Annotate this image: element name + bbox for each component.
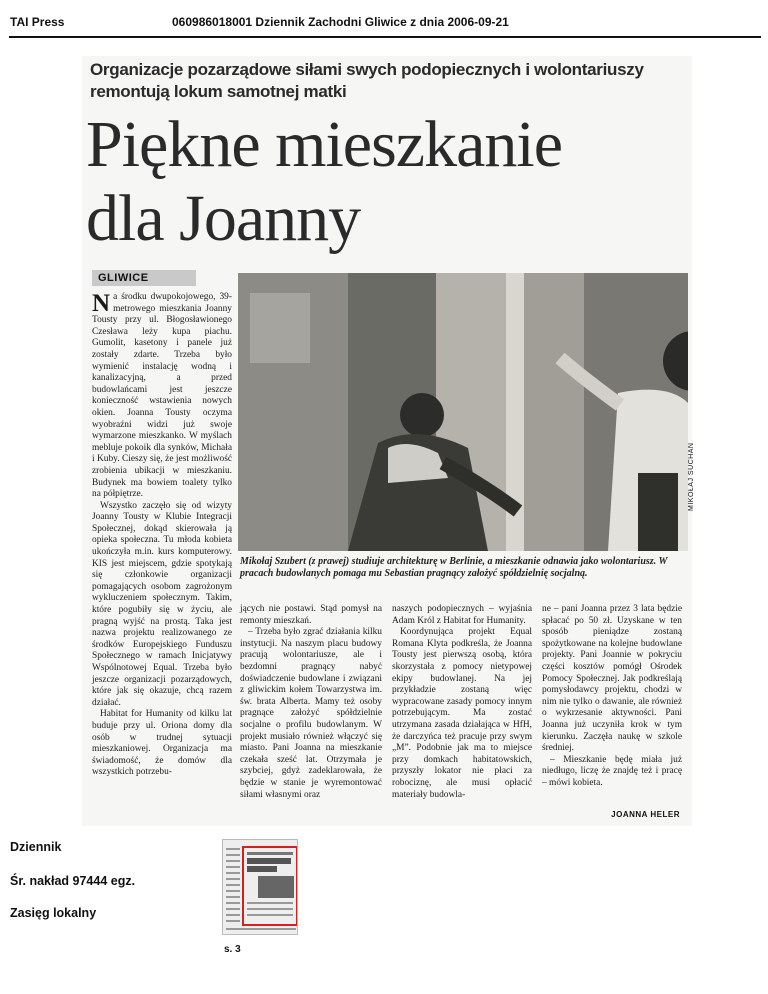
headline-line-1: Piękne mieszkanie [86, 108, 563, 181]
photo-credit: MIKOŁAJ SUCHAN [688, 442, 695, 511]
column-1-paragraph-3: Habitat for Humanity od kilku lat buduje przy ul. Oriona domy dla osób w trudnej sytuacji mieszkaniowej. Organizacja ma świadomość, że domów dla wszystkich potrzebu- [92, 709, 232, 778]
article-photo [238, 273, 688, 551]
column-2-paragraph-1: jących nie postawi. Stąd pomysł na remonty mieszkań. [240, 604, 382, 626]
column-4-paragraph-1: ne – pani Joanna przez 3 lata będzie spłacać po 50 zł. Uzyskane w ten sposób pieniądze zostaną spożytkowane na kolejne budowlane projekty. Pani Joannie w pokryciu części kosztów pomógł Ośrodek Pomocy Społecznej. Jak podkreślają pomysłodawcy projektu, chodzi w nim nie tylko o dawanie, ale również o wykrzesanie aktywności. Pani Joanna już uczyniła krok w tym kierunku. Zaczęła naukę w szkole średniej. [542, 604, 682, 754]
column-1-paragraph-2: Wszystko zaczęło się od wizyty Joanny Tousty w Klubie Integracji Społecznej, dokąd skierowała ją opieka społeczna. Tu młoda kobieta ukończyła m.in. kurs komputerowy. KIS jest miejscem, gdzie spotykają się członkowie organizacji pomagających osobom zagrożonym wykluczeniem społecznym. Takim, które pogubiły się w życiu, ale pragną wyjść na prostą. Taka jest nazwa projektu realizowanego ze środków Europejskiego Funduszu Społecznego w ramach Inicjatywy Wspólnotowej Equal. Trzeba było jeszcze organizacji pozarządowych, które jak się okazuje, chcą razem działać. [92, 500, 232, 708]
dropcap: N [92, 290, 111, 317]
column-3-paragraph-1: naszych podopiecznych – wyjaśnia Adam Król z Habitat for Humanity. [392, 604, 532, 626]
section-label: GLIWICE [92, 270, 196, 286]
construction-photo-image [238, 273, 688, 551]
page-thumbnail [222, 839, 298, 935]
article-highlight-box [242, 846, 298, 926]
column-3-paragraph-2: Koordynująca projekt Equal Romana Klyta podkreśla, że Joanna Tousty jest pierwszą osobą, która skorzystała z pomocy nietypowej ekipy budowlanej. Na jej przykładzie zostaną więc wypracowane zasady pomocy innym potrzebującym. Ma zostać utrzymana zasada działająca w HfH, że darczyńca też pracuje przy swym „M”. Podobnie jak ma to miejsce przy domkach habitatowskich, przyszły lokator nie płaci za robociznę, ale musi opłacić materiały budowla- [392, 627, 532, 800]
publication-name: Dziennik [10, 840, 62, 854]
article-kicker: Organizacje pozarządowe siłami swych podopiecznych i wolontariuszy remontują lokum samotnej matki [90, 60, 644, 101]
article-column-1 [92, 292, 232, 779]
reach-info: Zasięg lokalny [10, 906, 97, 920]
article-column-4 [542, 604, 682, 790]
newspaper-clipping [82, 56, 695, 826]
header-divider [9, 36, 761, 38]
source-reference: 060986018001 Dziennik Zachodni Gliwice z dnia 2006-09-21 [172, 15, 509, 29]
photo-caption: Mikołaj Szubert (z prawej) studiuje architekturę w Berlinie, a mieszkanie odnawia jako wolontariusz. W pracach budowlanych pomaga mu Sebastian pragnący założyć spółdzielnię socjalną. [240, 556, 668, 579]
article-headline [86, 108, 686, 256]
column-4-paragraph-2: – Mieszkanie będę miała już niedługo, liczę że znajdę też i pracę – mówi kobieta. [542, 754, 682, 788]
page-number: s. 3 [224, 944, 241, 955]
headline-line-2: dla Joanny [86, 182, 361, 255]
article-column-3 [392, 604, 532, 801]
circulation-info: Śr. nakład 97444 egz. [10, 874, 136, 888]
article-column-2 [240, 604, 382, 801]
column-2-paragraph-2: – Trzeba było zgrać działania kilku instytucji. Na naszym placu budowy pracują wolontariusze, ale i bezdomni pragnący nabyć doświadczenie budowlane i związani z gliwickim kołem Towarzystwa im. św. brata Alberta. Mamy też osoby pragnące założyć spółdzielnie socjalne o profilu budowlanym. W projekt musiało również włączyć się miasto. Pani Joanna na mieszkanie czekała sześć lat. Otrzymała je szybciej, gdyż zadeklarowała, że będzie w stanie je wyremontować siłami własnymi oraz [240, 627, 382, 800]
agency-name: TAI Press [10, 15, 65, 29]
page-header [0, 0, 768, 40]
column-1-paragraph-1: Na środku dwupokojowego, 39-metrowego mieszkania Joanny Tousty przy ul. Błogosławionego Czesława leży kupa piachu. Gumolit, kasetony i panele już zostały zdarte. Trzeba było wymienić instalację wodną i kanalizacyjną, a przed budowlańcami jest jeszcze konieczność wstawienia nowych okien. Joanna Tousty oczyma wyobraźni widzi już swoje wymarzone mieszkanko. W myślach mebluje pokoik dla synków, Michała i Kuby. Cieszy się, że jest możliwość zrobienia ubikacji w mieszkaniu. Budynek ma bowiem toalety tylko na półpiętrze. [92, 290, 232, 500]
author-signature: JOANNA HELER [611, 810, 680, 819]
